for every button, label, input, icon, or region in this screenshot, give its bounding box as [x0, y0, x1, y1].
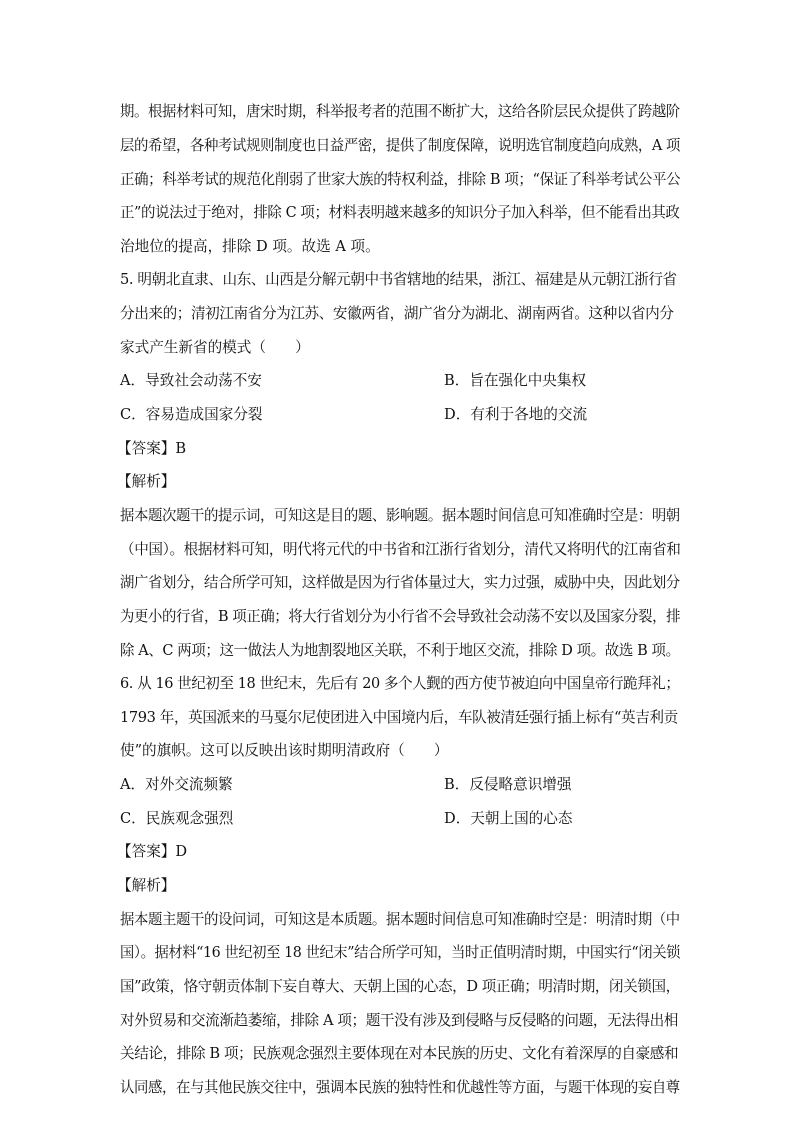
analysis-line: 据本题主题干的设问词，可知这是本质题。据本题时间信息可知准确时空是：明清时期（中: [120, 911, 680, 928]
analysis-line: 对外贸易和交流渐趋萎缩，排除 A 项；题干没有涉及到侵略与反侵略的问题，无法得出相: [120, 1012, 678, 1029]
option-d: D．有利于各地的交流: [444, 406, 588, 423]
analysis-line: 认同感，在与其他民族交往中，强调本民族的独特性和优越性等方面，与题干体现的妄自尊: [120, 1079, 680, 1096]
text-line: 层的希望，各种考试规则制度也日益严密，提供了制度保障，说明选官制度趋向成熟，A 项: [120, 137, 681, 154]
analysis-label: 【解析】: [117, 877, 176, 894]
answer-label: 【答案】D: [117, 843, 188, 860]
analysis-line: 国”政策，恪守朝贡体制下妄自尊大、天朝上国的心态，D 项正确；明清时期，闭关锁国，: [120, 978, 680, 995]
option-b: B．反侵略意识增强: [444, 776, 572, 793]
question-stem: 使”的旗帜。这可以反映出该时期明清政府（ ）: [120, 742, 449, 759]
option-c: C．容易造成国家分裂: [120, 406, 263, 423]
analysis-line: 除 A、C 两项；这一做法人为地割裂地区关联，不利于地区交流，排除 D 项。故选 B 项。: [120, 642, 680, 659]
option-b: B．旨在强化中央集权: [444, 372, 587, 389]
option-a: A．对外交流频繁: [120, 776, 233, 793]
question-stem: 家式产生新省的模式（ ）: [120, 339, 310, 356]
option-a: A．导致社会动荡不安: [120, 372, 262, 389]
question-stem: 5. 明朝北直隶、山东、山西是分解元朝中书省辖地的结果，浙江、福建是从元朝江浙行省: [120, 271, 677, 288]
option-c: C．民族观念强烈: [120, 810, 234, 827]
text-line: 正确；科举考试的规范化削弱了世家大族的特权利益，排除 B 项；“保证了科举考试公平公: [120, 171, 681, 188]
text-line: 正”的说法过于绝对，排除 C 项；材料表明越来越多的知识分子加入科举，但不能看出其政: [120, 204, 680, 221]
analysis-label: 【解析】: [117, 473, 176, 490]
analysis-line: 湖广省划分，结合所学可知，这样做是因为行省体量过大，实力过强，威胁中央，因此划分: [120, 574, 680, 591]
option-d: D．天朝上国的心态: [444, 810, 573, 827]
analysis-line: （中国）。根据材料可知，明代将元代的中书省和江浙行省划分，清代又将明代的江南省和: [120, 541, 681, 558]
question-stem: 分出来的；清初江南省分为江苏、安徽两省，湖广省分为湖北、湖南两省。这种以省内分: [120, 305, 674, 322]
question-stem: 1793 年，英国派来的马戛尔尼使团进入中国境内后，车队被清廷强行插上标有“英吉利贡: [120, 709, 678, 726]
analysis-line: 据本题次题干的提示词，可知这是目的题、影响题。据本题时间信息可知准确时空是：明朝: [120, 507, 680, 524]
analysis-line: 关结论，排除 B 项；民族观念强烈主要体现在对本民族的历史、文化有着深厚的自豪感和: [120, 1045, 679, 1062]
analysis-line: 国）。据材料“16 世纪初至 18 世纪末”结合所学可知，当时正值明清时期，中国实行“闭关锁: [120, 944, 680, 961]
text-line: 期。根据材料可知，唐宋时期，科举报考者的范围不断扩大，这给各阶层民众提供了跨越阶: [120, 103, 680, 120]
question-stem: 6. 从 16 世纪初至 18 世纪末，先后有 20 多个人觐的西方使节被迫向中国皇帝行跪拜礼；: [120, 675, 680, 692]
analysis-line: 为更小的行省，B 项正确；将大行省划分为小行省不会导致社会动荡不安以及国家分裂，排: [120, 608, 681, 625]
answer-label: 【答案】B: [117, 440, 187, 457]
text-line: 治地位的提高，排除 D 项。故选 A 项。: [120, 238, 380, 255]
